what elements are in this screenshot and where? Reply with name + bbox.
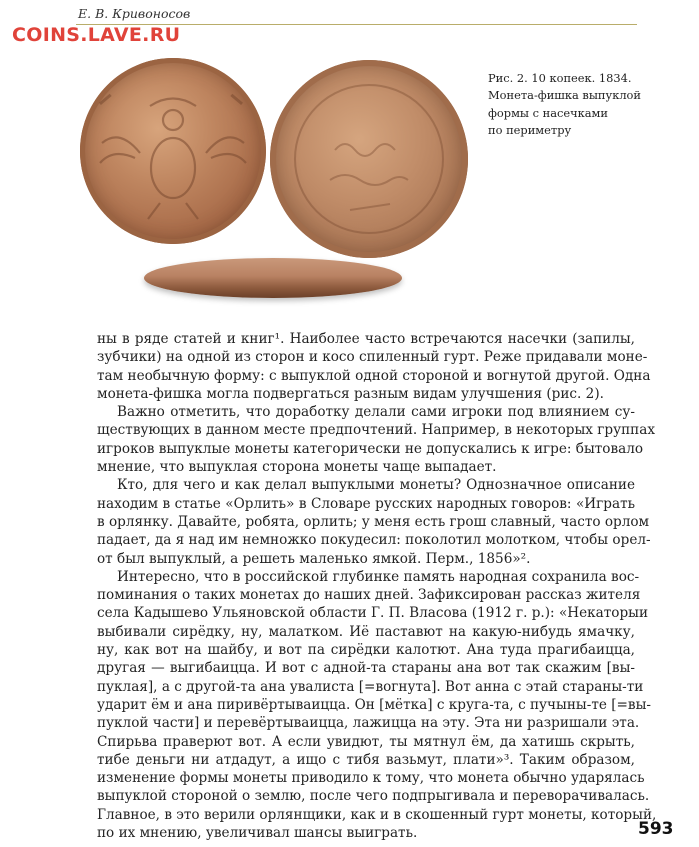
text-line: другая — выгибаицца. И вот с адной-та стараны ана вот так скажим [вы- — [97, 660, 635, 677]
text-line: ударит ём и ана пиривёртываицца. Он [мётка] с круга-та, с пучыны-те [=вы- — [97, 696, 651, 713]
text-line: Важно отметить, что доработку делали сами игроки под влиянием су- — [117, 404, 635, 421]
text-line: Спирьва праверют вот. А если увидют, ты мятнул ём, да хатишь скрыть, — [97, 733, 635, 750]
text-line: игроков выпуклые монеты категорически не допускались к игре: бытовало — [97, 440, 644, 457]
site-watermark: COINS.LAVE.RU — [12, 24, 181, 46]
text-line: поминания о таких монетах до наших дней. Зафиксирован рассказ жителя — [97, 587, 641, 604]
text-line: там необычную форму: с выпуклой одной стороной и вогнутой другой. Одна — [97, 367, 651, 384]
text-line: мнение, что выпуклая сторона монеты чаще выпадает. — [97, 459, 497, 476]
text-line: находим в статье «Орлить» в Словаре русских народных говоров: «Играть — [97, 495, 635, 512]
text-line: села Кадышево Ульяновской области Г. П. Власова (1912 г. р.): «Некаторыи — [97, 605, 649, 622]
text-line: от был выпуклый, а решеть маленько ямкой. Перм., 1856»². — [97, 550, 531, 567]
text-line: зубчики) на одной из сторон и косо спиленный гурт. Реже придавали моне- — [97, 349, 648, 366]
coin-reverse-image — [270, 60, 468, 258]
text-line: ны в ряде статей и книг¹. Наиболее часто встречаются насечки (запилы, — [97, 331, 635, 347]
text-line: монета-фишка могла подвергаться разным видам улучшения (рис. 2). — [97, 385, 604, 402]
caption-line: Монета-фишка выпуклой — [488, 88, 642, 103]
text-line: тибе деньги ни атдадут, а ищо с тибя вазьмут, плати»³. Таким образом, — [97, 751, 635, 768]
caption-line: по периметру — [488, 122, 572, 137]
caption-line: формы с насечками — [488, 105, 609, 120]
coin-edge-image — [144, 258, 402, 298]
text-line: пуклой части] и перевёртываицца, лажицца на эту. Эта ни разришали эта. — [97, 715, 640, 732]
text-line: ну, как вот на шайбу, и вот па сирёдки калотют. Ана туда прагибаицца, — [97, 642, 635, 659]
text-line: по их мнению, увеличивал шансы выиграть. — [97, 825, 418, 842]
text-line: выпуклой стороной о землю, после чего подпрыгивала и переворачивалась. — [97, 788, 650, 805]
text-line: пуклая], а с другой-та ана увалиста [=вогнута]. Вот анна с этай стараны-ти — [97, 678, 644, 695]
text-line: изменение формы монеты приводило к тому, что монета обычно ударялась — [97, 770, 645, 787]
coin-obverse-image — [80, 58, 266, 244]
text-line: Кто, для чего и как делал выпуклыми монеты? Однозначное описание — [117, 477, 635, 494]
figure-caption — [488, 70, 648, 139]
text-line: падает, да я над им немножко покудесил: поколотил молотком, чтобы орел- — [97, 532, 651, 549]
text-line: в орлянку. Давайте, робята, орлить; у меня есть грош славный, часто орлом — [97, 513, 650, 530]
text-line: ществующих в данном месте предпочтений. Например, в некоторых группах — [97, 422, 655, 439]
running-title: Е. В. Кривоносов — [78, 6, 191, 21]
text-line: выбивали сирёдку, ну, малатком. Иё паставют на какую-нибудь ямачку, — [97, 623, 635, 640]
text-line: Интересно, что в российской глубинке память народная сохранила вос- — [117, 568, 640, 585]
text-line: Главное, в это верили орлянщики, как и в скошенный гурт монеты, который, — [97, 806, 657, 823]
caption-line: Рис. 2. 10 копеек. 1834. — [488, 71, 632, 85]
page-number: 593 — [638, 819, 674, 839]
